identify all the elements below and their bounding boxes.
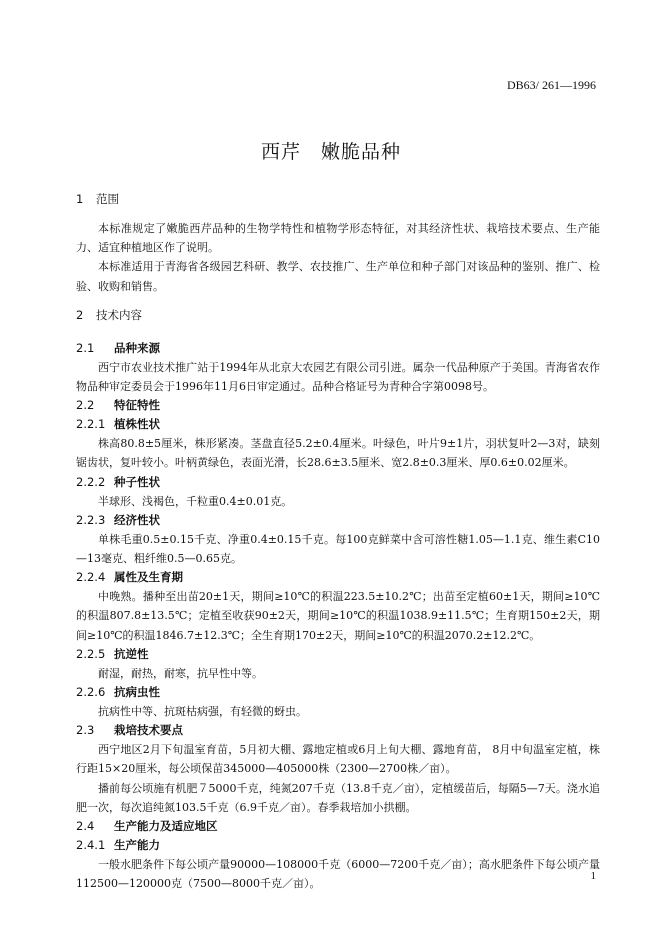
section-2-2-4-heading bbox=[76, 568, 600, 587]
section-title: 生产能力 bbox=[114, 838, 160, 853]
standard-number: DB63/ 261—1996 bbox=[506, 78, 596, 92]
paragraph: 西宁地区2月下旬温室育苗，5月初大棚、露地定植或6月上旬大棚、露地育苗， 8月中旬温室定植，株行距15×20厘米，每公顷保苗345000—405000株（2300—2700株／亩）。 bbox=[76, 743, 600, 776]
section-title: 范围 bbox=[96, 192, 119, 206]
section-2-2-5-heading bbox=[76, 645, 600, 664]
section-number: 2.4 bbox=[76, 819, 95, 834]
section-title: 抗逆性 bbox=[114, 646, 149, 661]
section-number: 2.2.5 bbox=[76, 646, 106, 661]
paragraph: 本标准规定了嫩脆西芹品种的生物学特性和植物学形态特征，对其经济性状、栽培技术要点、生产能力、适宜种植地区作了说明。 bbox=[76, 222, 600, 255]
paragraph: 耐湿，耐热，耐寒，抗早性中等。 bbox=[98, 666, 263, 680]
section-title: 品种来源 bbox=[114, 340, 160, 355]
section-number: 2.1 bbox=[76, 340, 95, 355]
paragraph: 抗病性中等、抗斑枯病强，有轻微的蚜虫。 bbox=[98, 705, 307, 719]
section-title: 栽培技术要点 bbox=[114, 723, 183, 738]
section-number: 2 bbox=[76, 307, 84, 322]
section-number: 1 bbox=[76, 192, 84, 206]
page-number: 1 bbox=[590, 870, 596, 882]
section-title: 植株性状 bbox=[114, 417, 160, 432]
paragraph: 单株毛重0.5±0.15千克、净重0.4±0.15千克。每100克鲜菜中含可溶性糖1.05—1.1克、维生素C10—13毫克、粗纤维0.5—0.65克。 bbox=[76, 532, 600, 566]
section-number: 2.4.1 bbox=[76, 838, 106, 853]
section-2-2-1-heading bbox=[76, 415, 600, 434]
section-2-4-heading bbox=[76, 817, 600, 836]
section-1-heading bbox=[76, 190, 600, 209]
paragraph: 一般水肥条件下每公顷产量90000—108000千克（6000—7200千克／亩）；高水肥条件下每公顷产量112500—120000克（7500—8000千克／亩）。 bbox=[76, 858, 600, 891]
paragraph: 西宁市农业技术推广站于1994年从北京大农园艺有限公司引进。属杂一代品种原产于美国。青海省农作物品种审定委员会于1996年11月6日审定通过。品种合格证号为青种合字第0098号。 bbox=[76, 360, 600, 394]
section-number: 2.2.2 bbox=[76, 474, 106, 489]
section-2-heading bbox=[76, 306, 600, 325]
section-number: 2.2.1 bbox=[76, 417, 106, 432]
section-2-2-heading bbox=[76, 396, 600, 415]
paragraph: 播前每公顷施有机肥７5000千克，纯氮207千克（13.8千克／亩），定植缓苗后，每隔5—7天。浇水追肥一次，每次追纯氮103.5千克（6.9千克／亩）。春季栽培加小拱棚。 bbox=[76, 781, 600, 814]
section-2-4-1-heading bbox=[76, 836, 600, 855]
section-2-3-heading bbox=[76, 721, 600, 740]
section-number: 2.2.6 bbox=[76, 685, 106, 700]
section-title: 特征特性 bbox=[114, 398, 160, 413]
section-title: 生产能力及适应地区 bbox=[114, 819, 218, 834]
section-2-2-2-heading bbox=[76, 473, 600, 492]
section-title: 种子性状 bbox=[114, 474, 160, 489]
section-number: 2.2.4 bbox=[76, 570, 106, 585]
section-2-2-6-heading bbox=[76, 683, 600, 702]
document-title: 西芹 嫩脆品种 bbox=[260, 141, 401, 163]
document-body bbox=[76, 190, 600, 893]
paragraph: 半球形、浅褐色，千粒重0.4±0.01克。 bbox=[98, 494, 293, 508]
section-title: 技术内容 bbox=[96, 307, 142, 322]
section-number: 2.2.3 bbox=[76, 512, 106, 527]
paragraph: 株高80.8±5厘米，株形紧凑。茎盘直径5.2±0.4厘米。叶绿色，叶片9±1片，羽状复叶2—3对，缺刻锯齿状，复叶较小。叶柄黄绿色，表面光滑，长28.6±3.5厘米、宽2.8±0.3厘米、厚0.6±0.02厘米。 bbox=[76, 437, 600, 470]
section-title: 经济性状 bbox=[114, 512, 160, 527]
section-number: 2.2 bbox=[76, 398, 95, 413]
paragraph: 中晚熟。播种至出苗20±1天，期间≥10℃的积温223.5±10.2℃；出苗至定植60±1天，期间≥10℃的积温807.8±13.5℃；定植至收获90±2天，期间≥10℃的积温1038.9±11.5℃；生育期150±2天，期间≥10℃的积温1846.7±12.3℃；全生育期170±2天，期间≥10℃的积温2070.2±12.2℃。 bbox=[76, 590, 600, 642]
section-title: 抗病虫性 bbox=[114, 685, 160, 700]
section-number: 2.3 bbox=[76, 723, 95, 738]
paragraph: 本标准适用于青海省各级园艺科研、教学、农技推广、生产单位和种子部门对该品种的鉴别、推广、检验、收购和销售。 bbox=[76, 260, 600, 293]
section-2-2-3-heading bbox=[76, 511, 600, 530]
section-title: 属性及生育期 bbox=[114, 570, 183, 585]
section-2-1-heading bbox=[76, 339, 600, 358]
